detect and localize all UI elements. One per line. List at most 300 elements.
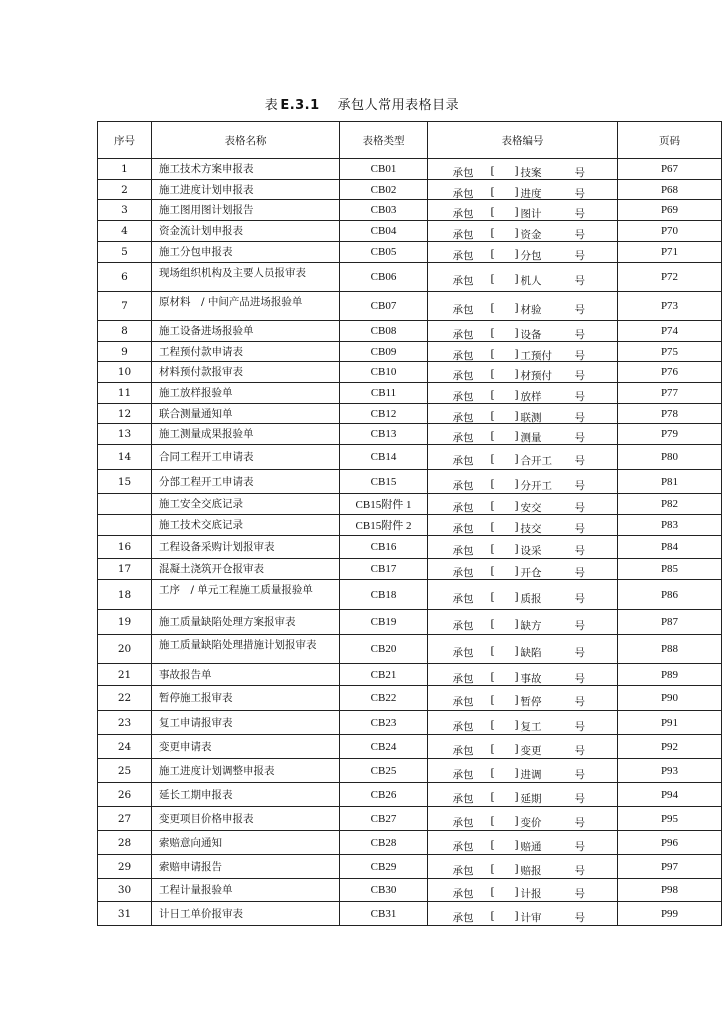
row-form-name bbox=[152, 580, 340, 610]
row-seq: 11 bbox=[98, 383, 152, 404]
row-form-name-text: 材料预付款报审表 bbox=[159, 366, 243, 378]
row-page: P82 bbox=[618, 494, 722, 515]
row-form-name-text: 联合测量通知单 bbox=[159, 407, 233, 420]
row-seq: 24 bbox=[98, 735, 152, 759]
table-row bbox=[98, 515, 722, 536]
table-row bbox=[98, 855, 722, 879]
header-seq: 序号 bbox=[98, 122, 152, 159]
row-form-number bbox=[428, 559, 618, 580]
number-close-bracket: ] bbox=[514, 790, 519, 803]
row-form-name-text: 施工测量成果报验单 bbox=[159, 428, 254, 440]
number-prefix: 承包 bbox=[452, 479, 474, 492]
row-form-type: CB01 bbox=[340, 159, 428, 180]
number-suffix: 号 bbox=[574, 304, 585, 316]
row-form-type: CB09 bbox=[340, 342, 428, 362]
number-close-bracket: ] bbox=[514, 185, 519, 198]
row-seq bbox=[98, 494, 152, 515]
table-row bbox=[98, 879, 722, 902]
number-prefix: 承包 bbox=[452, 250, 474, 262]
number-prefix: 承包 bbox=[452, 411, 474, 424]
row-form-type: CB30 bbox=[340, 879, 428, 902]
row-form-name-text: 施工技术方案申报表 bbox=[159, 163, 254, 175]
row-form-number bbox=[428, 536, 618, 559]
row-page: P74 bbox=[618, 321, 722, 342]
row-form-name bbox=[152, 263, 340, 292]
number-suffix: 号 bbox=[574, 187, 585, 200]
number-close-bracket: ] bbox=[514, 909, 519, 922]
row-page: P78 bbox=[618, 404, 722, 424]
row-page: P84 bbox=[618, 536, 722, 559]
row-form-type: CB13 bbox=[340, 424, 428, 445]
row-form-name-text: 施工进度计划调整申报表 bbox=[159, 764, 275, 777]
number-open-bracket: [ bbox=[490, 565, 495, 577]
row-page: P76 bbox=[618, 362, 722, 383]
row-page: P94 bbox=[618, 783, 722, 807]
number-close-bracket: ] bbox=[514, 477, 519, 490]
number-open-bracket: [ bbox=[490, 909, 495, 922]
row-form-name-text: 原材料 / 中间产品进场报验单 bbox=[159, 295, 303, 308]
number-suffix: 号 bbox=[574, 229, 585, 241]
number-abbr: 设采 bbox=[520, 545, 542, 557]
row-form-number bbox=[428, 321, 618, 342]
row-page: P91 bbox=[618, 711, 722, 735]
number-close-bracket: ] bbox=[514, 718, 519, 731]
number-open-bracket: [ bbox=[490, 838, 495, 851]
number-abbr: 事故 bbox=[520, 672, 542, 685]
row-form-name-text: 工序 / 单元工程施工质量报验单 bbox=[159, 583, 313, 596]
number-prefix: 承包 bbox=[452, 349, 474, 362]
number-prefix: 承包 bbox=[452, 840, 474, 853]
row-form-type: CB16 bbox=[340, 536, 428, 559]
row-form-type: CB05 bbox=[340, 242, 428, 263]
number-open-bracket: [ bbox=[490, 670, 495, 683]
table-row bbox=[98, 221, 722, 242]
table-row bbox=[98, 759, 722, 783]
number-open-bracket: [ bbox=[490, 590, 495, 603]
row-form-name bbox=[152, 711, 340, 735]
row-form-name bbox=[152, 664, 340, 686]
row-seq: 16 bbox=[98, 536, 152, 559]
row-form-type: CB08 bbox=[340, 321, 428, 342]
row-form-name-text: 施工技术交底记录 bbox=[159, 519, 243, 531]
header-code: 表格编号 bbox=[428, 122, 618, 159]
row-form-number bbox=[428, 735, 618, 759]
row-seq: 6 bbox=[98, 263, 152, 292]
row-form-name-text: 分部工程开工申请表 bbox=[159, 475, 254, 488]
row-page: P67 bbox=[618, 159, 722, 180]
table-row bbox=[98, 635, 722, 664]
number-suffix: 号 bbox=[574, 502, 585, 514]
row-form-number bbox=[428, 515, 618, 536]
row-form-name-text: 工程设备采购计划报审表 bbox=[159, 541, 275, 553]
row-seq: 29 bbox=[98, 855, 152, 879]
title-code: E.3.1 bbox=[280, 98, 320, 113]
row-form-type: CB17 bbox=[340, 559, 428, 580]
number-open-bracket: [ bbox=[490, 886, 495, 898]
row-form-number bbox=[428, 759, 618, 783]
number-suffix: 号 bbox=[574, 888, 585, 900]
row-form-name-text: 事故报告单 bbox=[159, 668, 212, 681]
number-open-bracket: [ bbox=[490, 766, 495, 779]
number-abbr: 资金 bbox=[520, 229, 542, 241]
number-abbr: 合开工 bbox=[520, 455, 552, 467]
number-open-bracket: [ bbox=[490, 862, 495, 875]
number-close-bracket: ] bbox=[514, 694, 519, 706]
row-form-type: CB02 bbox=[340, 180, 428, 200]
number-prefix: 承包 bbox=[452, 696, 474, 708]
number-abbr: 进调 bbox=[520, 768, 542, 781]
number-abbr: 延期 bbox=[520, 792, 542, 805]
number-suffix: 号 bbox=[574, 592, 585, 605]
row-form-number bbox=[428, 879, 618, 902]
row-form-name-text: 索赔申请报告 bbox=[159, 860, 222, 873]
row-seq: 12 bbox=[98, 404, 152, 424]
row-seq: 28 bbox=[98, 831, 152, 855]
row-page: P77 bbox=[618, 383, 722, 404]
row-form-name-text: 计日工单价报审表 bbox=[159, 907, 243, 920]
row-form-name bbox=[152, 536, 340, 559]
row-page: P83 bbox=[618, 515, 722, 536]
row-form-name-text: 施工质量缺陷处理措施计划报审表 bbox=[159, 638, 317, 651]
number-suffix: 号 bbox=[574, 816, 585, 829]
table-row bbox=[98, 610, 722, 635]
number-prefix: 承包 bbox=[452, 911, 474, 924]
number-open-bracket: [ bbox=[490, 273, 495, 285]
number-prefix: 承包 bbox=[452, 187, 474, 200]
row-form-number bbox=[428, 292, 618, 321]
number-suffix: 号 bbox=[574, 620, 585, 632]
table-row bbox=[98, 664, 722, 686]
number-abbr: 复工 bbox=[520, 720, 542, 733]
row-form-name-text: 延长工期申报表 bbox=[159, 788, 233, 801]
row-form-name-text: 混凝土浇筑开仓报审表 bbox=[159, 563, 264, 575]
number-suffix: 号 bbox=[574, 768, 585, 781]
row-seq: 2 bbox=[98, 180, 152, 200]
number-open-bracket: [ bbox=[490, 814, 495, 827]
row-form-number bbox=[428, 263, 618, 292]
number-close-bracket: ] bbox=[514, 273, 519, 285]
number-abbr: 进度 bbox=[520, 187, 542, 200]
number-suffix: 号 bbox=[574, 567, 585, 579]
number-prefix: 承包 bbox=[452, 455, 474, 467]
row-page: P93 bbox=[618, 759, 722, 783]
table-row bbox=[98, 242, 722, 263]
row-form-number bbox=[428, 362, 618, 383]
table-header-row bbox=[98, 122, 722, 159]
number-suffix: 号 bbox=[574, 672, 585, 685]
row-form-type: CB18 bbox=[340, 580, 428, 610]
header-name: 表格名称 bbox=[152, 122, 340, 159]
number-close-bracket: ] bbox=[514, 347, 519, 360]
table-row bbox=[98, 404, 722, 424]
number-close-bracket: ] bbox=[514, 590, 519, 603]
row-seq: 3 bbox=[98, 200, 152, 221]
number-abbr: 开仓 bbox=[520, 567, 542, 579]
title-name: 承包人常用表格目录 bbox=[337, 98, 460, 113]
number-suffix: 号 bbox=[574, 523, 585, 535]
number-abbr: 技交 bbox=[520, 523, 542, 535]
row-form-number bbox=[428, 610, 618, 635]
table-row bbox=[98, 180, 722, 200]
row-form-type: CB23 bbox=[340, 711, 428, 735]
row-seq: 18 bbox=[98, 580, 152, 610]
row-form-name bbox=[152, 200, 340, 221]
row-page: P73 bbox=[618, 292, 722, 321]
table-row bbox=[98, 735, 722, 759]
number-suffix: 号 bbox=[574, 250, 585, 262]
row-seq: 5 bbox=[98, 242, 152, 263]
number-suffix: 号 bbox=[574, 696, 585, 708]
row-form-name-text: 暂停施工报审表 bbox=[159, 692, 233, 704]
table-row bbox=[98, 711, 722, 735]
number-abbr: 图计 bbox=[520, 208, 542, 220]
row-form-name-text: 合同工程开工申请表 bbox=[159, 451, 254, 463]
table-row bbox=[98, 342, 722, 362]
number-abbr: 赔报 bbox=[520, 864, 542, 877]
number-close-bracket: ] bbox=[514, 206, 519, 218]
row-seq: 19 bbox=[98, 610, 152, 635]
number-prefix: 承包 bbox=[452, 523, 474, 535]
row-form-type: CB19 bbox=[340, 610, 428, 635]
row-form-name bbox=[152, 424, 340, 445]
row-form-name bbox=[152, 855, 340, 879]
row-form-number bbox=[428, 831, 618, 855]
row-form-name bbox=[152, 470, 340, 494]
table-row bbox=[98, 807, 722, 831]
table-title bbox=[0, 94, 724, 113]
row-form-name bbox=[152, 515, 340, 536]
row-form-type: CB20 bbox=[340, 635, 428, 664]
row-form-name bbox=[152, 321, 340, 342]
table-row bbox=[98, 686, 722, 711]
number-close-bracket: ] bbox=[514, 430, 519, 442]
number-close-bracket: ] bbox=[514, 838, 519, 851]
row-seq: 31 bbox=[98, 902, 152, 926]
row-seq: 26 bbox=[98, 783, 152, 807]
number-abbr: 暂停 bbox=[520, 696, 542, 708]
row-form-name bbox=[152, 221, 340, 242]
row-seq: 21 bbox=[98, 664, 152, 686]
number-open-bracket: [ bbox=[490, 430, 495, 442]
row-seq: 14 bbox=[98, 445, 152, 470]
form-catalog-table bbox=[97, 121, 722, 926]
row-form-number bbox=[428, 902, 618, 926]
row-form-name-text: 现场组织机构及主要人员报审表 bbox=[159, 266, 306, 279]
row-form-type: CB25 bbox=[340, 759, 428, 783]
row-form-name bbox=[152, 559, 340, 580]
row-form-name-text: 施工放样报验单 bbox=[159, 387, 233, 399]
table-row bbox=[98, 831, 722, 855]
row-form-number bbox=[428, 580, 618, 610]
row-page: P90 bbox=[618, 686, 722, 711]
number-abbr: 材预付 bbox=[520, 370, 552, 382]
row-form-number bbox=[428, 445, 618, 470]
number-abbr: 工预付 bbox=[520, 349, 552, 362]
row-form-name-text: 资金流计划申报表 bbox=[159, 225, 243, 237]
row-seq: 10 bbox=[98, 362, 152, 383]
title-prefix: 表 bbox=[264, 98, 279, 113]
row-form-name-text: 施工图用图计划报告 bbox=[159, 204, 254, 216]
table-row bbox=[98, 362, 722, 383]
number-prefix: 承包 bbox=[452, 275, 474, 287]
row-form-number bbox=[428, 424, 618, 445]
number-prefix: 承包 bbox=[452, 432, 474, 444]
table-row bbox=[98, 200, 722, 221]
row-form-name bbox=[152, 242, 340, 263]
table-row bbox=[98, 580, 722, 610]
row-form-type: CB12 bbox=[340, 404, 428, 424]
row-form-name bbox=[152, 783, 340, 807]
row-page: P97 bbox=[618, 855, 722, 879]
number-open-bracket: [ bbox=[490, 521, 495, 533]
row-seq: 7 bbox=[98, 292, 152, 321]
number-close-bracket: ] bbox=[514, 409, 519, 422]
row-seq: 17 bbox=[98, 559, 152, 580]
row-form-type: CB29 bbox=[340, 855, 428, 879]
row-form-name bbox=[152, 180, 340, 200]
number-abbr: 联测 bbox=[520, 411, 542, 424]
number-prefix: 承包 bbox=[452, 567, 474, 579]
number-open-bracket: [ bbox=[490, 185, 495, 198]
number-suffix: 号 bbox=[574, 864, 585, 877]
row-form-number bbox=[428, 686, 618, 711]
row-form-number bbox=[428, 159, 618, 180]
row-form-number bbox=[428, 242, 618, 263]
row-form-name-text: 施工设备进场报验单 bbox=[159, 325, 254, 337]
number-abbr: 缺方 bbox=[520, 620, 542, 632]
number-close-bracket: ] bbox=[514, 368, 519, 380]
number-abbr: 安交 bbox=[520, 502, 542, 514]
row-form-name bbox=[152, 383, 340, 404]
number-open-bracket: [ bbox=[490, 694, 495, 706]
table-row bbox=[98, 445, 722, 470]
row-seq: 9 bbox=[98, 342, 152, 362]
row-form-name bbox=[152, 831, 340, 855]
number-open-bracket: [ bbox=[490, 327, 495, 339]
number-close-bracket: ] bbox=[514, 389, 519, 401]
row-form-number bbox=[428, 404, 618, 424]
number-open-bracket: [ bbox=[490, 368, 495, 380]
number-close-bracket: ] bbox=[514, 742, 519, 755]
number-prefix: 承包 bbox=[452, 792, 474, 805]
number-open-bracket: [ bbox=[490, 618, 495, 630]
row-seq: 27 bbox=[98, 807, 152, 831]
number-suffix: 号 bbox=[574, 349, 585, 362]
row-form-name bbox=[152, 807, 340, 831]
row-form-number bbox=[428, 342, 618, 362]
number-open-bracket: [ bbox=[490, 206, 495, 218]
row-form-name bbox=[152, 445, 340, 470]
number-suffix: 号 bbox=[574, 479, 585, 492]
row-form-type: CB21 bbox=[340, 664, 428, 686]
row-page: P79 bbox=[618, 424, 722, 445]
row-page: P87 bbox=[618, 610, 722, 635]
number-prefix: 承包 bbox=[452, 167, 474, 179]
number-prefix: 承包 bbox=[452, 304, 474, 316]
row-form-number bbox=[428, 494, 618, 515]
number-close-bracket: ] bbox=[514, 302, 519, 314]
number-open-bracket: [ bbox=[490, 718, 495, 731]
number-close-bracket: ] bbox=[514, 862, 519, 875]
number-suffix: 号 bbox=[574, 329, 585, 341]
number-close-bracket: ] bbox=[514, 886, 519, 898]
number-prefix: 承包 bbox=[452, 370, 474, 382]
number-close-bracket: ] bbox=[514, 670, 519, 683]
row-form-name bbox=[152, 342, 340, 362]
number-prefix: 承包 bbox=[452, 592, 474, 605]
row-seq: 30 bbox=[98, 879, 152, 902]
row-form-number bbox=[428, 664, 618, 686]
number-suffix: 号 bbox=[574, 275, 585, 287]
number-prefix: 承包 bbox=[452, 888, 474, 900]
row-form-name bbox=[152, 494, 340, 515]
row-form-type: CB14 bbox=[340, 445, 428, 470]
row-form-name bbox=[152, 362, 340, 383]
row-form-type: CB06 bbox=[340, 263, 428, 292]
number-suffix: 号 bbox=[574, 720, 585, 733]
number-prefix: 承包 bbox=[452, 672, 474, 685]
row-form-type: CB22 bbox=[340, 686, 428, 711]
header-page: 页码 bbox=[618, 122, 722, 159]
number-abbr: 变更 bbox=[520, 744, 542, 757]
row-page: P69 bbox=[618, 200, 722, 221]
row-form-type: CB27 bbox=[340, 807, 428, 831]
row-form-name bbox=[152, 759, 340, 783]
row-form-number bbox=[428, 383, 618, 404]
row-form-name bbox=[152, 404, 340, 424]
row-form-name bbox=[152, 159, 340, 180]
number-prefix: 承包 bbox=[452, 720, 474, 733]
table-row bbox=[98, 470, 722, 494]
row-page: P92 bbox=[618, 735, 722, 759]
number-suffix: 号 bbox=[574, 545, 585, 557]
row-page: P68 bbox=[618, 180, 722, 200]
number-prefix: 承包 bbox=[452, 620, 474, 632]
number-close-bracket: ] bbox=[514, 521, 519, 533]
number-open-bracket: [ bbox=[490, 453, 495, 465]
row-form-name-text: 索赔意向通知 bbox=[159, 836, 222, 849]
number-abbr: 缺陷 bbox=[520, 647, 542, 659]
row-seq: 23 bbox=[98, 711, 152, 735]
row-form-number bbox=[428, 783, 618, 807]
number-open-bracket: [ bbox=[490, 477, 495, 490]
row-page: P95 bbox=[618, 807, 722, 831]
row-form-type: CB24 bbox=[340, 735, 428, 759]
number-open-bracket: [ bbox=[490, 409, 495, 422]
row-form-name bbox=[152, 610, 340, 635]
number-abbr: 技案 bbox=[520, 167, 542, 179]
row-form-type: CB15附件 1 bbox=[340, 494, 428, 515]
row-form-number bbox=[428, 221, 618, 242]
row-seq: 22 bbox=[98, 686, 152, 711]
row-form-name bbox=[152, 902, 340, 926]
row-form-type: CB07 bbox=[340, 292, 428, 321]
header-type: 表格类型 bbox=[340, 122, 428, 159]
number-close-bracket: ] bbox=[514, 618, 519, 630]
number-open-bracket: [ bbox=[490, 742, 495, 755]
row-page: P72 bbox=[618, 263, 722, 292]
number-suffix: 号 bbox=[574, 411, 585, 424]
number-abbr: 质报 bbox=[520, 592, 542, 605]
table-row bbox=[98, 159, 722, 180]
row-form-type: CB03 bbox=[340, 200, 428, 221]
row-page: P81 bbox=[618, 470, 722, 494]
table-row bbox=[98, 263, 722, 292]
row-page: P88 bbox=[618, 635, 722, 664]
number-open-bracket: [ bbox=[490, 790, 495, 803]
number-open-bracket: [ bbox=[490, 347, 495, 360]
row-form-type: CB26 bbox=[340, 783, 428, 807]
